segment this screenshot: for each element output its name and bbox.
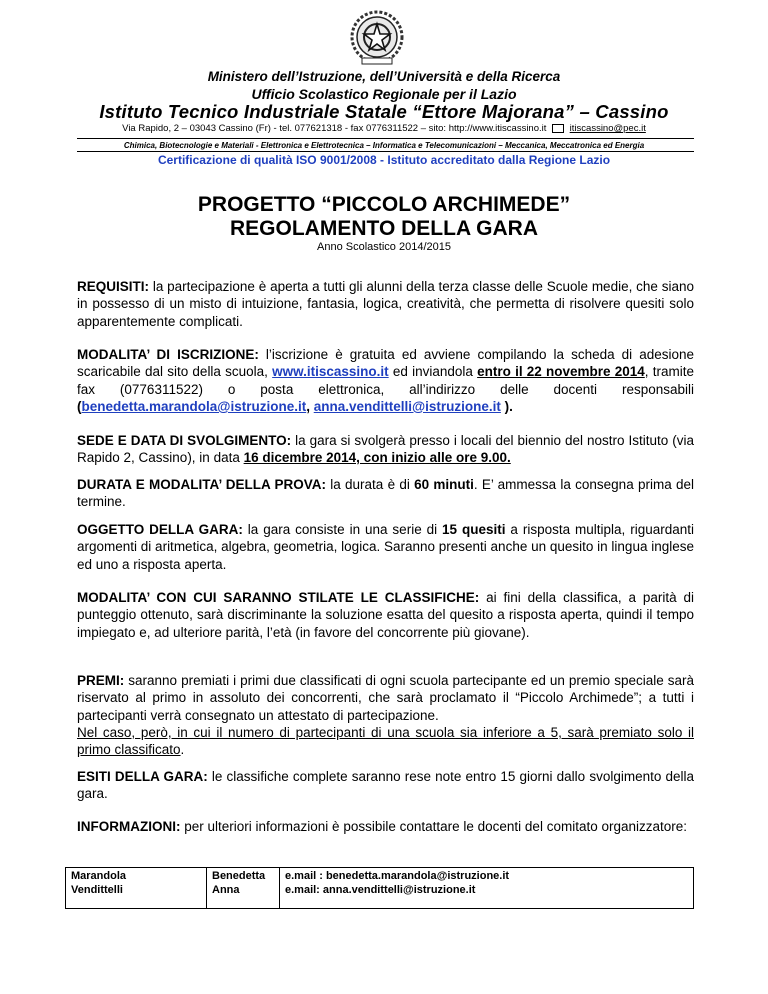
header-divider: [77, 138, 694, 139]
section-text: la partecipazione è aperta a tutti gli alunni della terza classe delle Scuole medie, che siano in possesso di un misto di intuizione, fantasia, logica, creatività, che permetta di risolvere quesiti solo apparentemente complicati.: [77, 279, 694, 329]
ministry-line: Ministero dell’Istruzione, dell’Università e della Ricerca: [207, 69, 561, 84]
contact-email[interactable]: e.mail: anna.vendittelli@istruzione.it: [285, 884, 476, 896]
section-label: REQUISITI:: [77, 279, 150, 294]
school-site-link[interactable]: www.itiscassino.it: [272, 364, 389, 380]
section-label: OGGETTO DELLA GARA:: [77, 522, 243, 537]
email-link-vendittelli[interactable]: anna.vendittelli@istruzione.it: [313, 398, 501, 414]
deadline-text: entro il 22 novembre 2014: [477, 364, 645, 380]
address-text: Via Rapido, 2 – 03043 Cassino (Fr) - tel. 077621318 - fax 0776311522 – sito: http://www.itiscassino.it: [122, 123, 547, 134]
premi-note: Nel caso, però, in cui il numero di partecipanti di una scuola sia inferiore a 5, sarà premiato solo il primo classificato: [77, 724, 694, 758]
section-text: la durata è di: [326, 477, 415, 492]
table-row: [66, 868, 694, 909]
italian-republic-emblem-icon: [348, 10, 406, 68]
section-oggetto: [77, 521, 694, 573]
section-classifiche: [77, 589, 694, 641]
surnames-cell: [66, 868, 207, 909]
pec-email-link[interactable]: itiscassino@pec.it: [569, 123, 646, 134]
surname: Marandola: [71, 870, 127, 882]
section-label: INFORMAZIONI:: [77, 819, 181, 834]
email-link-marandola[interactable]: benedetta.marandola@istruzione.it: [81, 398, 307, 414]
section-text: la gara consiste in una serie di: [242, 522, 443, 537]
section-text: ai fini della classifica, a parità di punteggio ottenuto, sarà discriminante la soluzione esatta del quesito a risposta aperta, quindi il tempo impiegato e, ad ulteriore parità, l’età (in favore del concorrente più giovane).: [77, 590, 695, 640]
envelope-icon: [552, 124, 564, 133]
section-text: saranno premiati i primi due classificati di ogni scuola partecipante ed un premio speciale sarà riservato al primo in assoluto dei concorrenti, che sarà proclamato il “Piccolo Archimede”; a tutti i partecipanti verrà consegnato un attestato di partecipazione.: [77, 673, 694, 723]
section-sede: [77, 432, 694, 467]
school-year: Anno Scolastico 2014/2015: [317, 241, 451, 253]
section-informazioni: [77, 818, 694, 835]
section-text: , tramite fax (0776311522) o posta elettronica, all’indirizzo delle docenti responsabili: [77, 364, 694, 397]
document-subtitle: REGOLAMENTO DELLA GARA: [230, 217, 538, 240]
certification-line: Certificazione di qualità ISO 9001/2008 - Istituto accreditato dalla Regione Lazio: [157, 153, 611, 167]
section-text: la gara si svolgerà presso i locali del biennio del nostro Istituto (via Rapido 2, Cassino), in data: [77, 433, 694, 466]
section-label: SEDE E DATA DI SVOLGIMENTO:: [77, 433, 292, 448]
contact-email[interactable]: e.mail : benedetta.marandola@istruzione.it: [285, 870, 510, 882]
section-text: l’iscrizione è gratuita ed avviene compilando la scheda di adesione scaricabile dal sito della scuola,: [77, 347, 695, 380]
section-text: per ulteriori informazioni è possibile contattare le docenti del comitato organizzatore:: [180, 819, 688, 834]
event-date: 16 dicembre 2014, con inizio alle ore 9.00.: [243, 450, 511, 466]
section-text: a risposta multipla, riguardanti argomenti di aritmetica, algebra, geometria, logica. Saranno presenti anche un quesito in lingua inglese ed uno a risposta aperta.: [77, 522, 695, 572]
section-label: ESITI DELLA GARA:: [77, 769, 208, 784]
section-label: DURATA E MODALITA’ DELLA PROVA:: [77, 477, 327, 492]
duration-value: 60 minuti: [414, 477, 474, 492]
header-divider-bottom: [77, 151, 694, 152]
section-iscrizione: [77, 346, 694, 415]
paren-close: ).: [500, 398, 513, 414]
questions-count: 15 quesiti: [442, 522, 506, 537]
institute-name: Istituto Tecnico Industriale Statale “Ettore Majorana” – Cassino: [99, 101, 669, 122]
section-label: MODALITA’ CON CUI SARANNO STILATE LE CLASSIFICHE:: [77, 590, 480, 605]
first-name: Benedetta: [212, 870, 266, 882]
section-durata: [77, 476, 694, 511]
names-cell: [207, 868, 280, 909]
section-requisiti: [77, 278, 694, 330]
contacts-table: [65, 867, 694, 909]
section-label: PREMI:: [77, 673, 125, 688]
emails-cell: [280, 868, 694, 909]
address-line: [0, 123, 768, 134]
regional-office-line: Ufficio Scolastico Regionale per il Lazio: [251, 86, 517, 102]
separator: ,: [306, 398, 314, 414]
section-text: ed inviandola: [388, 364, 478, 380]
section-text: le classifiche complete saranno rese note entro 15 giorni dallo svolgimento della gara.: [77, 769, 694, 802]
section-label: MODALITA’ DI ISCRIZIONE:: [77, 347, 259, 362]
surname: Vendittelli: [71, 884, 123, 896]
sectors-line: Chimica, Biotecnologie e Materiali - Elettronica e Elettrotecnica – Informatica e Telecomunicazioni – Meccanica, Meccatronica ed Energia: [123, 141, 645, 150]
section-esiti: [77, 768, 694, 803]
document-title: PROGETTO “PICCOLO ARCHIMEDE”: [197, 193, 571, 216]
paren-open: (: [77, 398, 82, 414]
section-text: . E’ ammessa la consegna prima del termine.: [77, 477, 694, 510]
section-premi: [77, 672, 694, 758]
section-text: .: [180, 742, 185, 758]
first-name: Anna: [212, 884, 240, 896]
